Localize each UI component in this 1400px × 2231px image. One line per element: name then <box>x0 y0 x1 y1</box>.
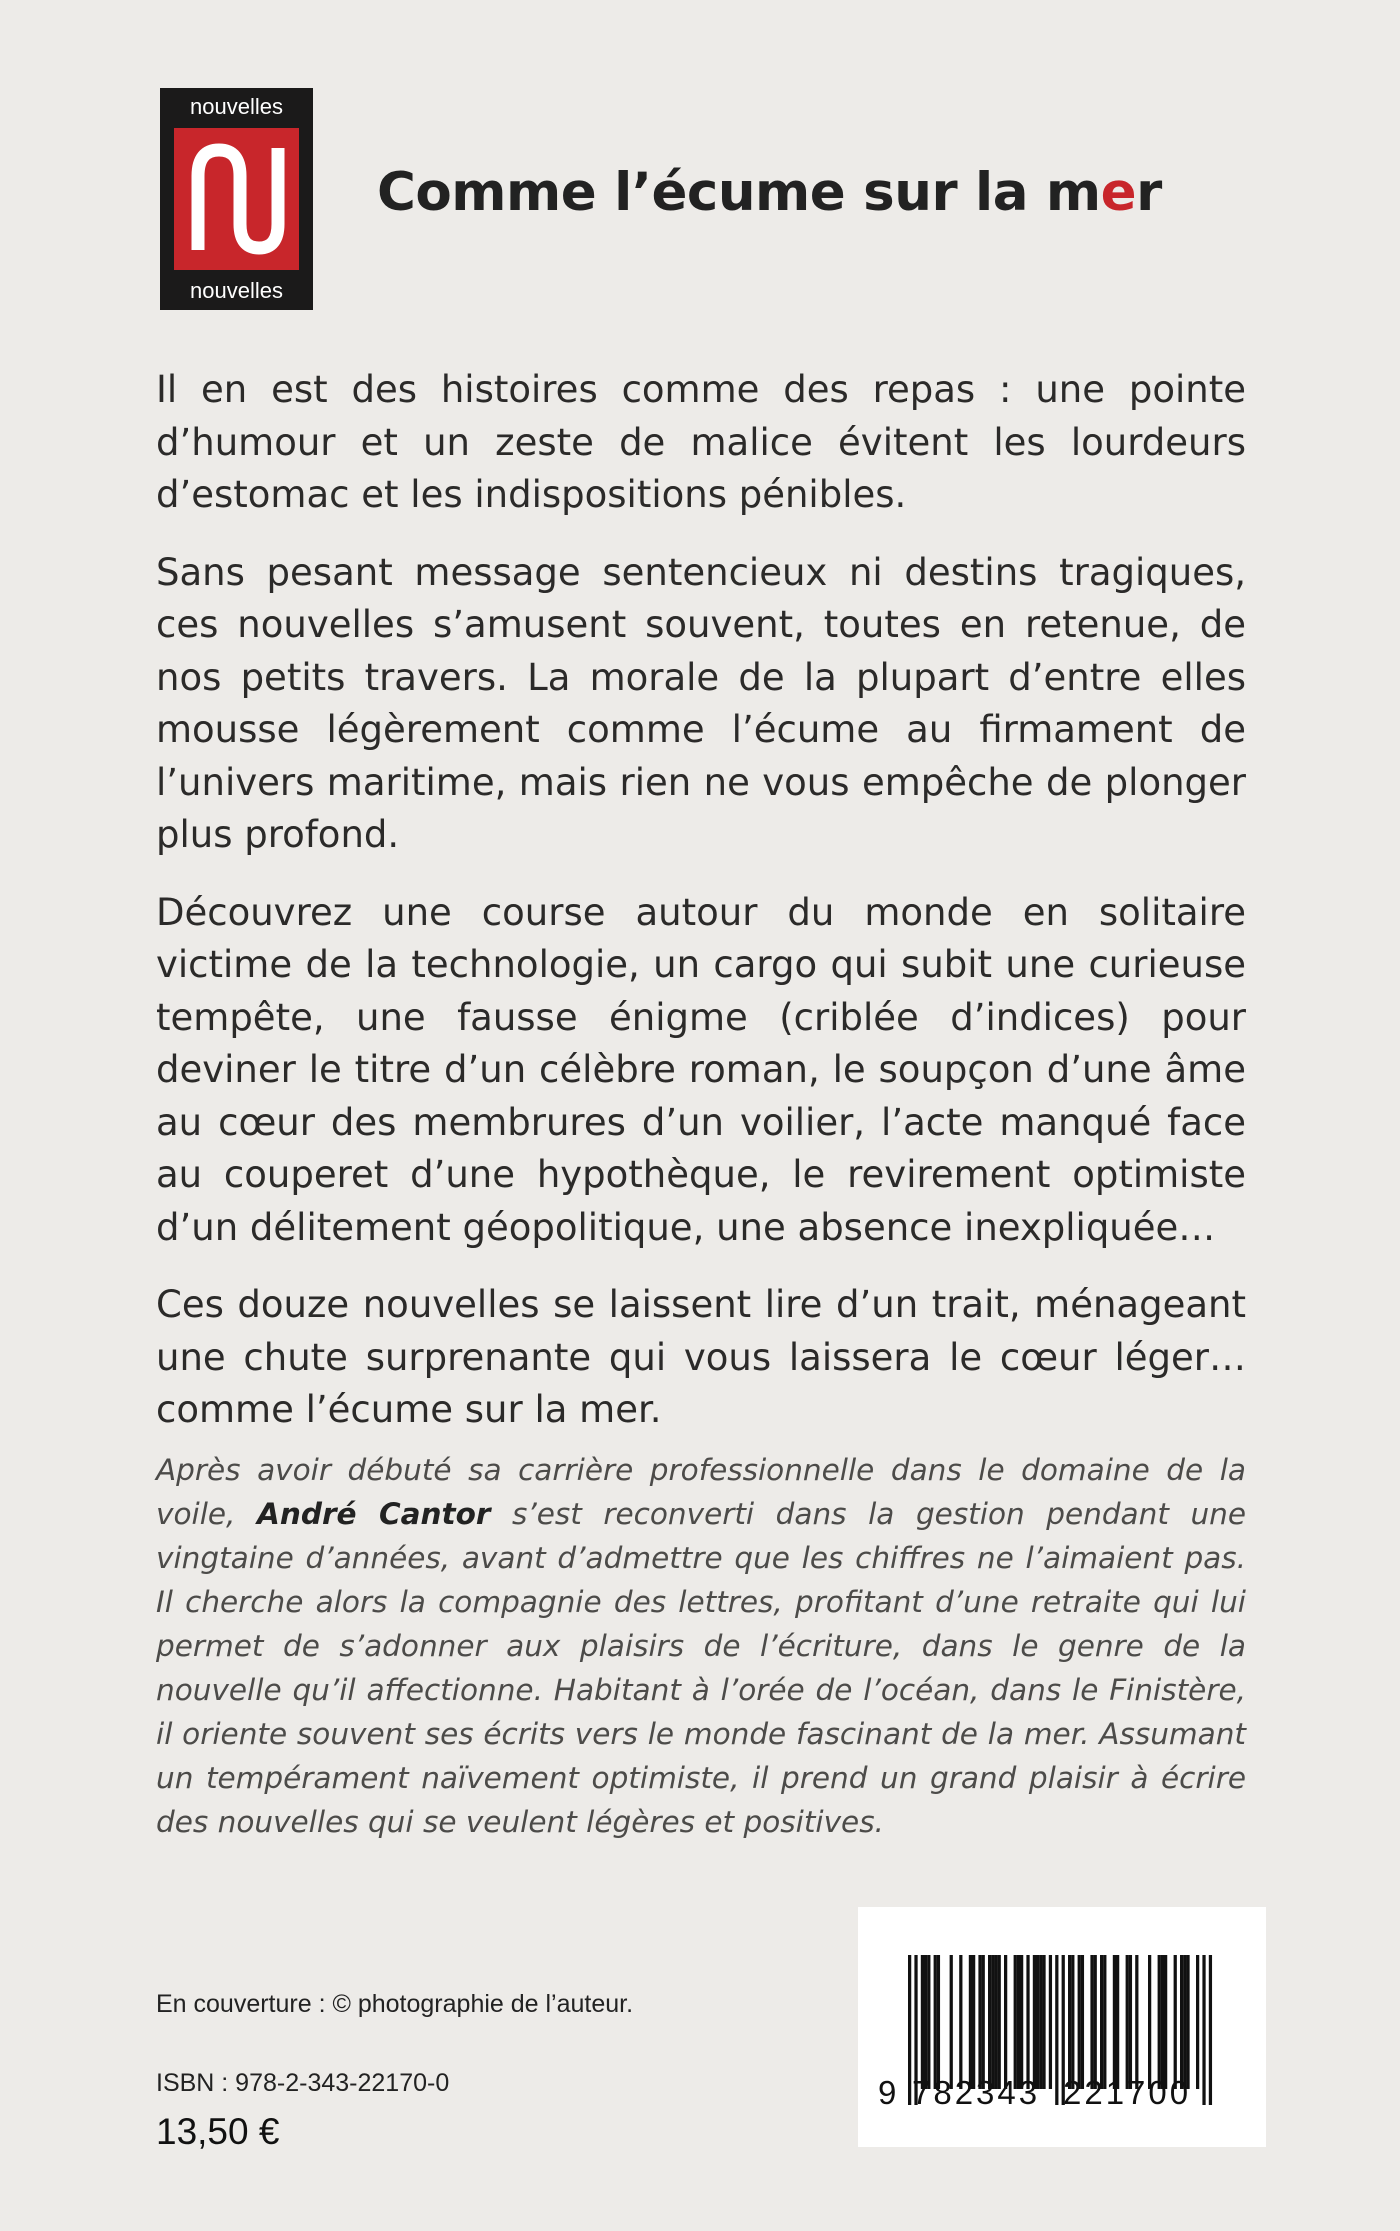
barcode-bar <box>1202 1955 1205 2105</box>
description-paragraph-2: Sans pesant message sentencieux ni destins tragiques, ces nouvelles s’amusent souvent, toutes en retenue, de nos petits travers. La morale de la plupart d’entre elles mousse légèrement comme l’écume au firmament de l’univers maritime, mais rien ne vous empêche de plonger plus profond. <box>156 550 1246 856</box>
barcode-bar <box>1148 1955 1151 2089</box>
barcode-bar <box>998 1955 1001 2089</box>
barcode-bar <box>1081 1955 1084 2089</box>
barcode-bar <box>1129 1955 1132 2089</box>
logo-top-text: nouvelles <box>190 94 283 119</box>
book-title <box>377 162 1162 223</box>
barcode-bar <box>1036 1955 1039 2089</box>
barcode-bar <box>937 1955 940 2089</box>
barcode-bar <box>1094 1955 1097 2089</box>
barcode-bar <box>1014 1955 1017 2089</box>
barcode-bar <box>969 1955 972 2089</box>
book-description <box>156 364 1246 1462</box>
barcode-bar <box>1209 1955 1212 2105</box>
barcode-bar <box>950 1955 953 2089</box>
barcode-left-digits: 782343 <box>912 2074 1041 2111</box>
barcode-bar <box>908 1955 911 2105</box>
logo-bottom-text: nouvelles <box>190 278 283 303</box>
cover-credit: En couverture : © photographie de l’auteur. <box>156 1990 634 2018</box>
barcode-bar <box>924 1955 927 2089</box>
price: 13,50 € <box>156 2111 280 2152</box>
barcode-bar <box>994 1955 997 2089</box>
author-name: André Cantor <box>257 1497 491 1531</box>
barcode-bar <box>1116 1955 1119 2089</box>
logo-mark <box>174 128 299 270</box>
barcode-bar <box>988 1955 991 2089</box>
barcode-bar <box>1103 1955 1106 2089</box>
barcode-bar <box>1164 1955 1167 2089</box>
bio-text: s’est reconverti dans la gestion pendant une vingtaine d’années, avant d’admettre que les chiffres ne l’aimaient pas. Il cherche alors la compagnie des lettres, profitant d’une retraite qui lui permet de s’adonner aux plaisirs de l’écriture, dans le genre de la nouvelle qu’il affectionne. Habitant à l’orée de l’océan, dans le Finistère, il oriente souvent ses écrits vers le monde fascinant de la mer. Assumant un tempérament naïvement optimiste, il prend un grand plaisir à écrire des nouvelles qui se veulent légères et positives. <box>156 1497 1246 1839</box>
title-main: Comme l’écume sur la m <box>377 162 1101 223</box>
barcode-bar <box>1071 1955 1074 2089</box>
barcode-bar <box>927 1955 930 2089</box>
barcode-bar <box>1090 1955 1093 2089</box>
barcode-bar <box>1026 1955 1029 2089</box>
barcode-bar <box>1126 1955 1129 2089</box>
barcode-bar <box>1183 1955 1186 2089</box>
title-accent-letter: e <box>1100 162 1137 223</box>
barcode-bar <box>1049 1955 1052 2089</box>
isbn: ISBN : 978-2-343-22170-0 <box>156 2069 450 2097</box>
barcode-bar <box>1020 1955 1023 2089</box>
publisher-logo <box>160 88 313 310</box>
barcode-bar <box>1180 1955 1183 2089</box>
nu-monogram-icon <box>174 128 299 270</box>
barcode-first-digit: 9 <box>878 2074 897 2111</box>
description-paragraph-1: Il en est des histoires comme des repas : une pointe d’humour et un zeste de malice évitent les lourdeurs d’estomac et les indispositions pénibles. <box>156 368 1246 516</box>
barcode-bar <box>921 1955 924 2089</box>
barcode-bar <box>1158 1955 1161 2089</box>
barcode-bar <box>982 1955 985 2089</box>
barcode-bar <box>1113 1955 1116 2089</box>
barcode-bar <box>1196 1955 1199 2089</box>
barcode-bar <box>1135 1955 1138 2089</box>
barcode-bar <box>1068 1955 1071 2089</box>
bio-intro: Après avoir débuté sa carrière professionnelle dans le domaine de la voile, <box>156 1453 1246 1531</box>
description-paragraph-3: Découvrez une course autour du monde en solitaire victime de la technologie, un cargo qui subit une curieuse tempête, une fausse énigme (criblée d’indices) pour deviner le titre d’un célèbre roman, le soupçon d’une âme au cœur des membrures d’un voilier, l’acte manqué face au couperet d’une hypothèque, le revirement optimiste d’un délitement géopolitique, une absence inexpliquée… <box>156 890 1246 1249</box>
barcode-bar <box>1174 1955 1177 2089</box>
barcode-bar <box>1186 1955 1189 2089</box>
barcode-bar <box>1100 1955 1103 2089</box>
barcode-bar <box>1078 1955 1081 2089</box>
barcode-bar <box>991 1955 994 2089</box>
barcode-bar <box>978 1955 981 2089</box>
barcode-bar <box>1033 1955 1036 2089</box>
barcode-bar <box>1039 1955 1042 2089</box>
barcode-bar <box>1004 1955 1007 2089</box>
barcode-bar <box>1042 1955 1045 2089</box>
barcode-bar <box>1161 1955 1164 2089</box>
title-end: r <box>1136 162 1162 223</box>
barcode-bar <box>1017 1955 1020 2089</box>
barcode-bar <box>972 1955 975 2089</box>
barcode-right-digits: 221700 <box>1063 2074 1192 2111</box>
author-bio <box>156 1448 1246 1844</box>
barcode-bar <box>934 1955 937 2089</box>
barcode-bar <box>959 1955 962 2089</box>
description-paragraph-4: Ces douze nouvelles se laissent lire d’un trait, ménageant une chute surprenante qui vous laissera le cœur léger… comme l’écume sur la mer. <box>156 1283 1246 1431</box>
barcode-bar <box>1055 1955 1058 2105</box>
